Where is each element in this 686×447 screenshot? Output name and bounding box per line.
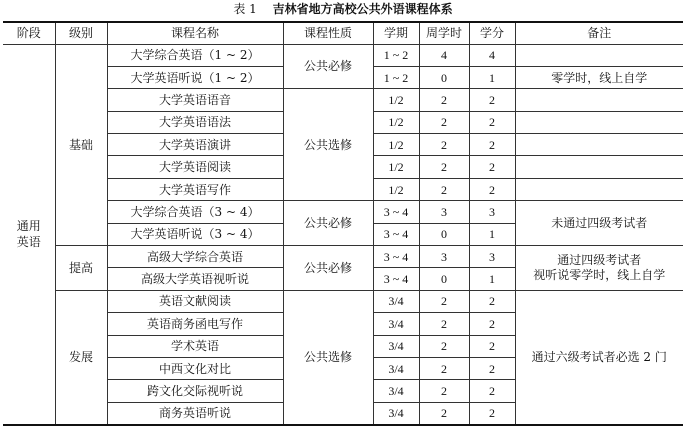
header-remarks: 备注: [515, 22, 683, 44]
course-name-cell: 商务英语听说: [107, 402, 283, 424]
hours-cell: 0: [419, 66, 469, 88]
course-name-cell: 英语商务函电写作: [107, 313, 283, 335]
hours-cell: 3: [419, 201, 469, 223]
credits-cell: 2: [469, 380, 515, 402]
table-row: [3, 290, 683, 312]
remarks-cell: [515, 246, 683, 291]
stage-label: 通用英语: [16, 219, 41, 250]
remarks-cell-empty: [515, 111, 683, 133]
semester-cell: 3/4: [373, 380, 419, 402]
course-name-cell: 大学英语听说（3 ~ 4）: [107, 223, 283, 245]
semester-cell: 3/4: [373, 313, 419, 335]
course-system-table: [3, 21, 683, 426]
table-row: [3, 44, 683, 66]
credits-cell: 2: [469, 134, 515, 156]
course-name-cell: 大学综合英语（1 ~ 2）: [107, 44, 283, 66]
credits-cell: 2: [469, 313, 515, 335]
course-type-cell: 公共必修: [283, 44, 373, 89]
course-name-cell: 高级大学综合英语: [107, 246, 283, 268]
credits-cell: 2: [469, 335, 515, 357]
table-number: 表 1: [233, 2, 257, 16]
semester-cell: 3/4: [373, 290, 419, 312]
semester-cell: 1/2: [373, 111, 419, 133]
semester-cell: 3 ~ 4: [373, 223, 419, 245]
semester-cell: 1/2: [373, 156, 419, 178]
course-type-cell: 公共选修: [283, 290, 373, 424]
course-name-cell: 大学英语写作: [107, 178, 283, 200]
hours-cell: 3: [419, 246, 469, 268]
semester-cell: 3 ~ 4: [373, 246, 419, 268]
hours-cell: 2: [419, 402, 469, 424]
credits-cell: 2: [469, 111, 515, 133]
course-name-cell: 中西文化对比: [107, 357, 283, 379]
credits-cell: 1: [469, 223, 515, 245]
remarks-cell-empty: [515, 178, 683, 200]
level-cell-basic: 基础: [55, 44, 107, 246]
course-name-cell: 学术英语: [107, 335, 283, 357]
course-name-cell: 跨文化交际视听说: [107, 380, 283, 402]
credits-cell: 2: [469, 89, 515, 111]
course-name-cell: 高级大学英语视听说: [107, 268, 283, 290]
hours-cell: 2: [419, 357, 469, 379]
hours-cell: 2: [419, 313, 469, 335]
credits-cell: 4: [469, 44, 515, 66]
semester-cell: 1/2: [373, 134, 419, 156]
course-type-cell: 公共必修: [283, 201, 373, 246]
hours-cell: 2: [419, 156, 469, 178]
course-name-cell: 英语文献阅读: [107, 290, 283, 312]
credits-cell: 1: [469, 66, 515, 88]
semester-cell: 3/4: [373, 335, 419, 357]
header-credits: 学分: [469, 22, 515, 44]
header-stage: 阶段: [3, 22, 55, 44]
header-weekly-hours: 周学时: [419, 22, 469, 44]
semester-cell: 1 ~ 2: [373, 66, 419, 88]
remarks-cell: 通过六级考试者必选 2 门: [515, 290, 683, 424]
semester-cell: 3/4: [373, 357, 419, 379]
table-title: 吉林省地方高校公共外语课程体系: [272, 2, 453, 16]
semester-cell: 3/4: [373, 402, 419, 424]
course-type-cell: 公共必修: [283, 246, 373, 291]
credits-cell: 2: [469, 402, 515, 424]
credits-cell: 3: [469, 246, 515, 268]
course-name-cell: 大学英语语音: [107, 89, 283, 111]
hours-cell: 0: [419, 223, 469, 245]
credits-cell: 2: [469, 178, 515, 200]
remarks-cell: 未通过四级考试者: [515, 201, 683, 246]
remarks-cell-empty: [515, 44, 683, 66]
remarks-cell-empty: [515, 89, 683, 111]
course-type-cell: 公共选修: [283, 89, 373, 201]
remarks-cell-empty: [515, 134, 683, 156]
remarks-cell-empty: [515, 156, 683, 178]
remarks-line: 视听说零学时，线上自学: [533, 267, 666, 282]
semester-cell: 1/2: [373, 178, 419, 200]
table-caption: [0, 2, 686, 16]
semester-cell: 1/2: [373, 89, 419, 111]
course-name-cell: 大学英语语法: [107, 111, 283, 133]
header-level: 级别: [55, 22, 107, 44]
stage-cell: [3, 44, 55, 425]
semester-cell: 1 ~ 2: [373, 44, 419, 66]
course-name-cell: 大学综合英语（3 ~ 4）: [107, 201, 283, 223]
credits-cell: 2: [469, 156, 515, 178]
hours-cell: 2: [419, 111, 469, 133]
hours-cell: 2: [419, 290, 469, 312]
semester-cell: 3 ~ 4: [373, 268, 419, 290]
header-semester: 学期: [373, 22, 419, 44]
level-cell-develop: 发展: [55, 290, 107, 424]
credits-cell: 1: [469, 268, 515, 290]
hours-cell: 2: [419, 335, 469, 357]
hours-cell: 2: [419, 380, 469, 402]
semester-cell: 3 ~ 4: [373, 201, 419, 223]
remarks-line: 通过四级考试者: [557, 252, 642, 267]
course-name-cell: 大学英语听说（1 ~ 2）: [107, 66, 283, 88]
hours-cell: 0: [419, 268, 469, 290]
remarks-cell: 零学时，线上自学: [515, 66, 683, 88]
level-cell-improve: 提高: [55, 246, 107, 291]
course-name-cell: 大学英语阅读: [107, 156, 283, 178]
hours-cell: 4: [419, 44, 469, 66]
credits-cell: 2: [469, 290, 515, 312]
hours-cell: 2: [419, 89, 469, 111]
header-course-type: 课程性质: [283, 22, 373, 44]
course-name-cell: 大学英语演讲: [107, 134, 283, 156]
credits-cell: 2: [469, 357, 515, 379]
table-row: [3, 246, 683, 268]
hours-cell: 2: [419, 178, 469, 200]
credits-cell: 3: [469, 201, 515, 223]
header-course-name: 课程名称: [107, 22, 283, 44]
header-row: [3, 22, 683, 44]
hours-cell: 2: [419, 134, 469, 156]
